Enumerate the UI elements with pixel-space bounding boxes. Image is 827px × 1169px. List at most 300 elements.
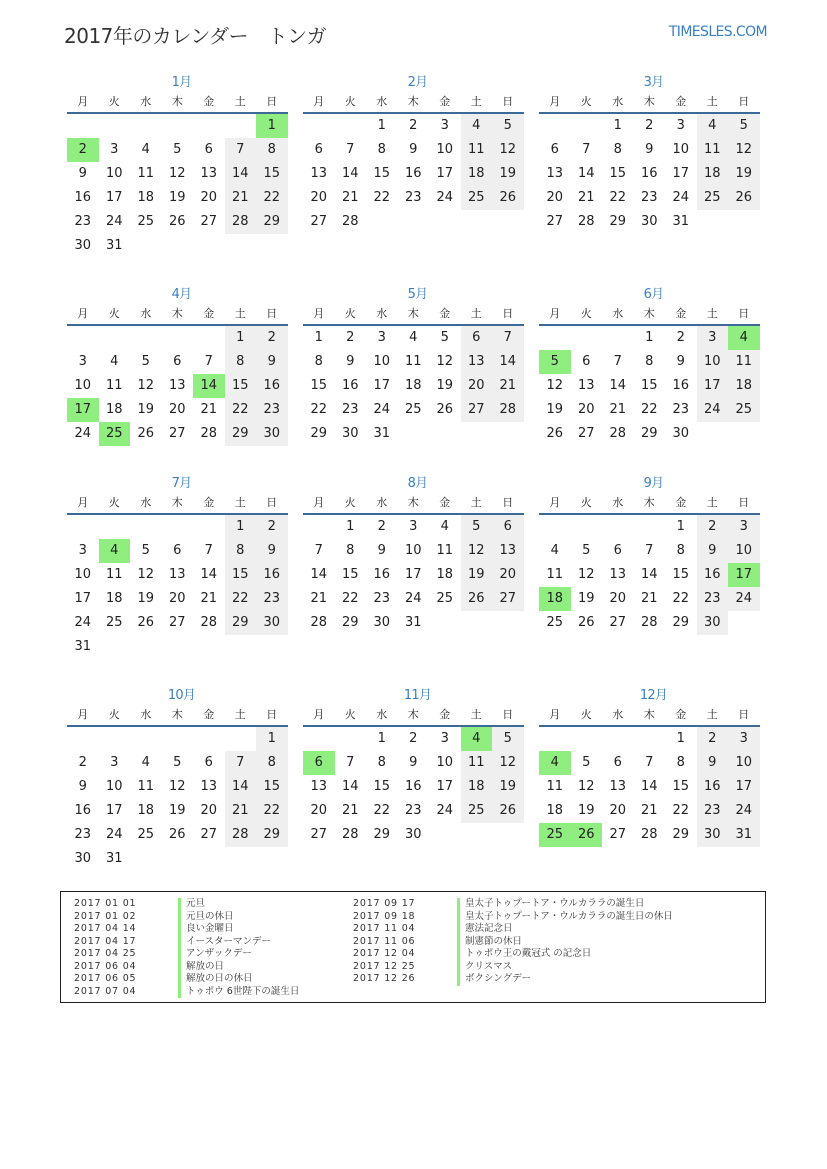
empty-cell [130,727,162,751]
day-cell: 16 [341,378,359,393]
day-cell: 29 [341,615,359,630]
day-cell: 30 [256,422,288,446]
day-cell: 5 [440,330,449,345]
day-cell: 12 [461,539,493,563]
day-cell: 7 [645,755,654,770]
day-cell: 27 [609,615,627,630]
day-cell: 13 [200,779,218,794]
weekday-label: 土 [470,708,482,721]
weekday-label: 火 [108,95,120,108]
day-cell: 21 [640,591,658,606]
day-cell: 11 [436,543,454,558]
holiday-day-cell: 25 [99,422,131,446]
day-cell: 20 [168,591,186,606]
holiday-name: 制憲節の休日 [457,936,522,949]
day-cell: 9 [78,779,87,794]
day-cell: 11 [546,567,564,582]
day-cell: 2 [346,330,355,345]
day-cell: 15 [373,166,391,181]
day-cell: 13 [609,779,627,794]
day-cell: 10 [105,779,123,794]
empty-cell [193,234,225,258]
day-cell: 8 [256,751,288,775]
day-cell: 10 [105,166,123,181]
weekday-label: 火 [344,496,356,509]
empty-cell [303,727,335,751]
day-cell: 10 [373,354,391,369]
holiday-date: 2017 09 17 [353,898,416,909]
legend-row [61,948,299,961]
month-title: 5月 [407,287,428,302]
day-cell: 23 [404,803,422,818]
day-cell: 12 [168,166,186,181]
week-row [303,114,524,138]
day-cell: 4 [141,142,150,157]
day-cell: 16 [640,166,658,181]
day-cell: 8 [225,539,257,563]
empty-cell [571,114,603,138]
day-cell: 28 [225,210,257,234]
day-cell: 6 [461,326,493,350]
day-cell: 1 [645,330,654,345]
day-cell: 4 [440,519,449,534]
legend-row [61,986,299,999]
day-cell: 26 [168,214,186,229]
empty-cell [492,823,524,847]
day-cell: 22 [256,799,288,823]
day-cell: 10 [728,539,760,563]
empty-cell [67,326,99,350]
week-row [539,751,760,775]
day-cell: 25 [461,799,493,823]
day-cell: 30 [697,823,729,847]
day-cell: 20 [200,803,218,818]
day-cell: 9 [409,755,418,770]
holiday-name: クリスマス [457,961,512,974]
day-cell: 28 [492,398,524,422]
holiday-name: 元旦の休日 [178,911,234,924]
day-cell: 17 [74,591,92,606]
day-cell: 1 [613,118,622,133]
week-row [303,563,524,587]
weekday-label: 日 [266,496,278,509]
day-cell: 12 [577,779,595,794]
day-cell: 3 [728,515,760,539]
day-cell: 8 [377,142,386,157]
day-cell: 29 [640,426,658,441]
holiday-date: 2017 01 02 [74,910,137,922]
weekday-label: 水 [140,708,152,721]
day-cell: 10 [697,350,729,374]
day-cell: 28 [609,426,627,441]
week-row [303,210,524,234]
empty-cell [602,326,634,350]
day-cell: 12 [436,354,454,369]
day-cell: 31 [728,823,760,847]
legend-row [61,898,299,911]
week-row [539,114,760,138]
weekday-header [67,304,288,326]
empty-cell [398,422,430,446]
day-cell: 31 [404,615,422,630]
empty-cell [193,727,225,751]
month-calendar [67,286,288,446]
day-cell: 22 [225,587,257,611]
empty-cell [193,515,225,539]
empty-cell [67,727,99,751]
weekday-label: 水 [376,95,388,108]
day-cell: 26 [436,402,454,417]
day-cell: 25 [105,615,123,630]
weekday-label: 日 [738,95,750,108]
day-cell: 30 [697,611,729,635]
week-row [303,326,524,350]
weekday-header [303,493,524,515]
month-calendar [539,286,760,446]
day-cell: 19 [168,803,186,818]
day-cell: 7 [582,142,591,157]
day-cell: 17 [672,166,690,181]
empty-cell [225,234,257,258]
day-cell: 25 [436,591,454,606]
week-row [539,539,760,563]
day-cell: 5 [492,114,524,138]
day-cell: 14 [341,779,359,794]
day-cell: 9 [697,751,729,775]
day-cell: 29 [310,426,328,441]
week-row [67,138,288,162]
day-cell: 19 [492,775,524,799]
empty-cell [492,611,524,635]
day-cell: 25 [404,402,422,417]
day-cell: 6 [314,142,323,157]
holiday-day-cell: 17 [67,398,99,422]
weekday-label: 金 [439,496,451,509]
day-cell: 6 [550,142,559,157]
month-calendar [303,286,524,446]
weekday-label: 木 [171,307,183,320]
day-cell: 4 [110,354,119,369]
month-calendar [303,74,524,234]
day-cell: 10 [74,567,92,582]
day-cell: 9 [676,354,685,369]
holiday-name: 良い金曜日 [178,923,234,936]
empty-cell [130,847,162,871]
day-cell: 2 [676,330,685,345]
week-row [539,162,760,186]
day-cell: 18 [546,803,564,818]
day-cell: 29 [373,827,391,842]
empty-cell [162,635,194,659]
weekday-label: 月 [549,496,561,509]
week-row [67,186,288,210]
day-cell: 28 [341,214,359,229]
day-cell: 2 [409,731,418,746]
week-row [67,162,288,186]
holiday-day-cell: 6 [303,751,335,775]
day-cell: 17 [436,166,454,181]
weekday-header [539,92,760,114]
day-cell: 28 [341,827,359,842]
holiday-date: 2017 11 06 [353,935,416,947]
weekday-label: 月 [313,307,325,320]
day-cell: 3 [409,519,418,534]
week-row [303,539,524,563]
month-calendar [539,687,760,847]
month-title: 11月 [403,688,432,703]
day-cell: 27 [168,615,186,630]
weekday-label: 月 [77,307,89,320]
holiday-date: 2017 07 04 [74,985,137,997]
day-cell: 19 [577,803,595,818]
day-cell: 4 [550,543,559,558]
month-calendar [303,687,524,847]
week-row [539,138,760,162]
day-cell: 2 [409,118,418,133]
day-cell: 28 [310,615,328,630]
day-cell: 29 [672,615,690,630]
weekday-header [539,304,760,326]
day-cell: 18 [697,162,729,186]
day-cell: 3 [728,727,760,751]
empty-cell [225,847,257,871]
day-cell: 16 [672,378,690,393]
day-cell: 6 [173,543,182,558]
day-cell: 30 [256,611,288,635]
weekday-label: 月 [313,708,325,721]
day-cell: 7 [204,543,213,558]
day-cell: 22 [373,803,391,818]
weekday-label: 木 [643,307,655,320]
holiday-day-cell: 4 [539,751,571,775]
day-cell: 12 [137,567,155,582]
month-title: 12月 [639,688,668,703]
day-cell: 9 [377,543,386,558]
weekday-label: 月 [313,95,325,108]
month-title: 2月 [407,75,428,90]
day-cell: 17 [404,567,422,582]
day-cell: 27 [577,426,595,441]
day-cell: 16 [256,374,288,398]
day-cell: 23 [697,587,729,611]
day-cell: 10 [404,543,422,558]
weekday-label: 木 [407,307,419,320]
day-cell: 17 [105,803,123,818]
day-cell: 7 [204,354,213,369]
day-cell: 12 [577,567,595,582]
week-row [539,799,760,823]
month-title: 9月 [643,476,664,491]
day-cell: 24 [105,214,123,229]
empty-cell [366,210,398,234]
weekday-label: 土 [470,496,482,509]
day-cell: 19 [137,402,155,417]
day-cell: 7 [492,326,524,350]
empty-cell [571,515,603,539]
day-cell: 31 [105,851,123,866]
legend-row [340,973,673,986]
empty-cell [539,727,571,751]
weekday-label: 月 [313,496,325,509]
day-cell: 7 [613,354,622,369]
day-cell: 30 [672,426,690,441]
week-row [539,611,760,635]
holiday-date: 2017 01 01 [74,898,137,909]
legend-row [340,936,673,949]
empty-cell [697,422,729,446]
day-cell: 26 [137,426,155,441]
holiday-day-cell: 14 [193,374,225,398]
holiday-name: トゥポウ王の戴冠式 の記念日 [457,948,591,961]
day-cell: 21 [341,190,359,205]
month-title: 7月 [171,476,192,491]
weekday-label: 水 [140,496,152,509]
week-row [303,422,524,446]
day-cell: 24 [74,426,92,441]
empty-cell [728,210,760,234]
week-row [67,799,288,823]
empty-cell [162,847,194,871]
day-cell: 9 [697,539,729,563]
day-cell: 2 [377,519,386,534]
day-cell: 15 [256,775,288,799]
day-cell: 13 [492,539,524,563]
day-cell: 9 [256,539,288,563]
empty-cell [99,326,131,350]
week-row [303,775,524,799]
empty-cell [461,422,493,446]
holiday-date: 2017 12 25 [353,960,416,972]
day-cell: 1 [676,731,685,746]
week-row [539,350,760,374]
day-cell: 26 [546,426,564,441]
day-cell: 5 [141,354,150,369]
site-link[interactable]: TIMESLES.COM [668,24,767,40]
day-cell: 13 [168,567,186,582]
empty-cell [461,823,493,847]
empty-cell [162,515,194,539]
week-row [67,374,288,398]
day-cell: 10 [74,378,92,393]
holiday-name: 解放の日 [178,961,224,974]
weekday-label: 火 [580,708,592,721]
weekday-label: 水 [612,708,624,721]
holiday-date: 2017 11 04 [353,923,416,934]
weekday-label: 火 [344,708,356,721]
holiday-name: 解放の日の休日 [178,973,253,986]
day-cell: 30 [74,238,92,253]
day-cell: 23 [74,214,92,229]
empty-cell [429,611,461,635]
week-row [67,727,288,751]
day-cell: 30 [341,426,359,441]
day-cell: 9 [346,354,355,369]
weekday-label: 土 [706,95,718,108]
week-row [539,515,760,539]
empty-cell [225,635,257,659]
empty-cell [225,727,257,751]
day-cell: 21 [492,374,524,398]
day-cell: 5 [173,142,182,157]
weekday-label: 日 [738,496,750,509]
day-cell: 20 [168,402,186,417]
empty-cell [67,114,99,138]
day-cell: 2 [256,326,288,350]
day-cell: 13 [310,779,328,794]
day-cell: 16 [404,166,422,181]
day-cell: 20 [546,190,564,205]
holiday-day-cell: 5 [539,350,571,374]
weekday-label: 火 [108,307,120,320]
day-cell: 8 [377,755,386,770]
holiday-date: 2017 06 04 [74,960,137,972]
legend-row [340,948,673,961]
legend-row [340,961,673,974]
month-title: 6月 [643,287,664,302]
day-cell: 17 [697,374,729,398]
empty-cell [461,210,493,234]
day-cell: 28 [640,827,658,842]
day-cell: 6 [613,543,622,558]
weekday-label: 火 [108,496,120,509]
day-cell: 20 [609,591,627,606]
day-cell: 27 [546,214,564,229]
day-cell: 29 [225,422,257,446]
weekday-label: 水 [612,95,624,108]
day-cell: 8 [676,755,685,770]
empty-cell [602,727,634,751]
day-cell: 18 [728,374,760,398]
day-cell: 30 [373,615,391,630]
holiday-day-cell: 4 [728,326,760,350]
empty-cell [602,515,634,539]
day-cell: 8 [346,543,355,558]
weekday-label: 水 [612,496,624,509]
day-cell: 3 [377,330,386,345]
day-cell: 11 [105,378,123,393]
empty-cell [99,114,131,138]
holiday-name: 元旦 [178,898,205,911]
day-cell: 14 [341,166,359,181]
holiday-day-cell: 4 [99,539,131,563]
week-row [303,138,524,162]
empty-cell [162,727,194,751]
month-title: 8月 [407,476,428,491]
day-cell: 26 [461,587,493,611]
empty-cell [130,326,162,350]
day-cell: 9 [256,350,288,374]
empty-cell [303,114,335,138]
day-cell: 5 [141,543,150,558]
day-cell: 18 [461,775,493,799]
empty-cell [461,611,493,635]
empty-cell [303,515,335,539]
week-row [67,587,288,611]
empty-cell [256,847,288,871]
empty-cell [99,515,131,539]
day-cell: 29 [256,823,288,847]
day-cell: 31 [74,639,92,654]
day-cell: 10 [436,755,454,770]
weekday-label: 金 [675,95,687,108]
week-row [539,727,760,751]
day-cell: 20 [609,803,627,818]
month-calendar [67,74,288,258]
legend-row [61,961,299,974]
day-cell: 2 [78,755,87,770]
day-cell: 16 [74,190,92,205]
day-cell: 7 [225,138,257,162]
